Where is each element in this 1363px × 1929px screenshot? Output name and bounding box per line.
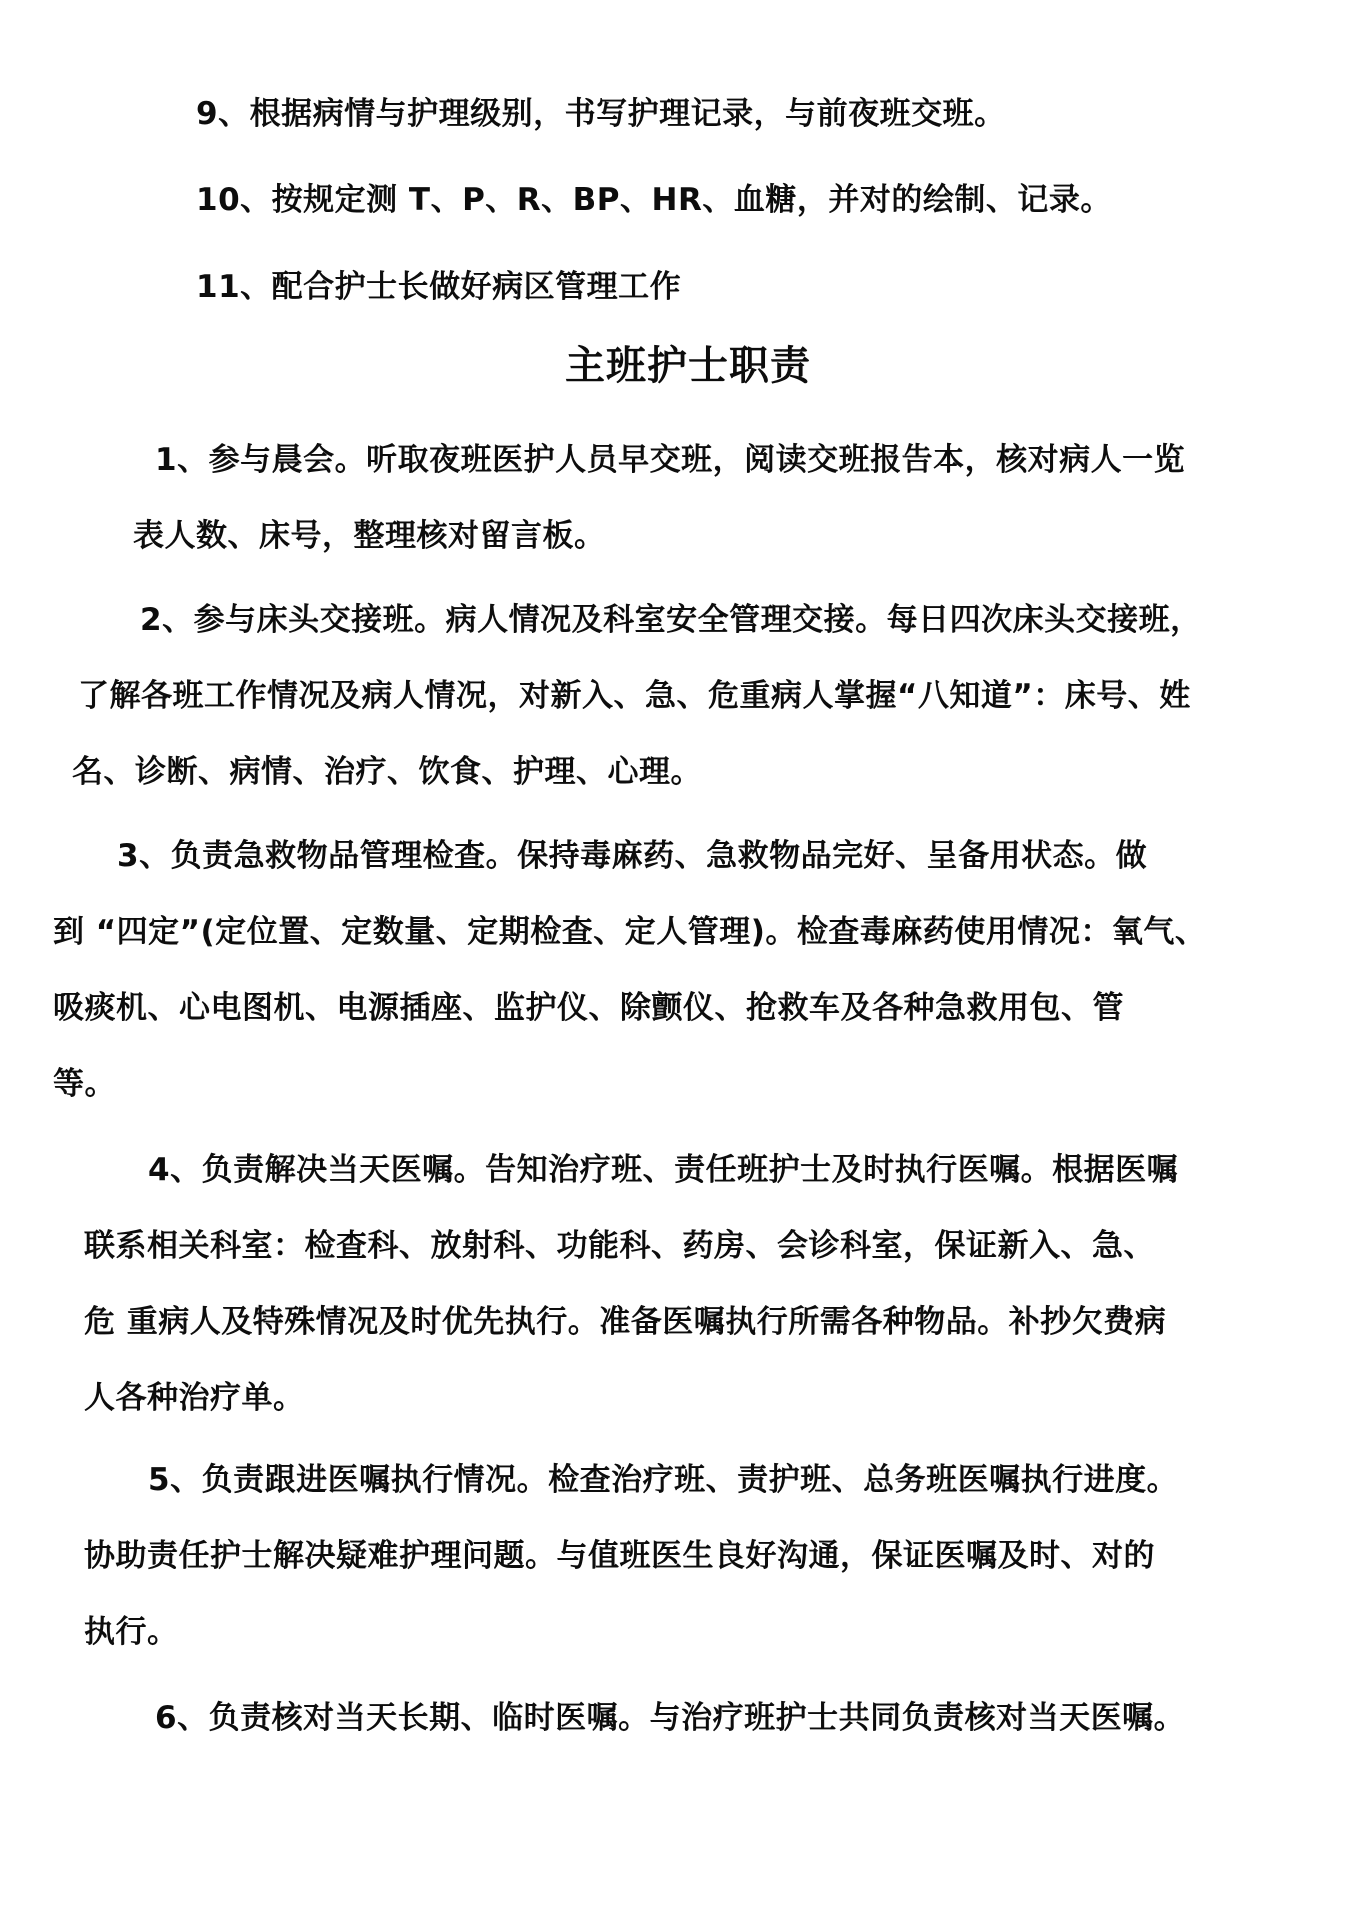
section-title: 主班护士职责 bbox=[565, 342, 811, 389]
item-3-line-2: 到 “四定”(定位置、定数量、定期检查、定人管理)。检查毒麻药使用情况：氧气、 bbox=[53, 914, 1207, 950]
item-1-line-2: 表人数、床号，整理核对留言板。 bbox=[133, 518, 606, 554]
item-2-line-3: 名、诊断、病情、治疗、饮食、护理、心理。 bbox=[72, 754, 702, 790]
item-6-line-1: 6、负责核对当天长期、临时医嘱。与治疗班护士共同负责核对当天医嘱。 bbox=[155, 1700, 1186, 1736]
item-3-line-4: 等。 bbox=[53, 1066, 116, 1102]
item-4-line-3: 危 重病人及特殊情况及时优先执行。准备医嘱执行所需各种物品。补抄欠费病 bbox=[84, 1304, 1167, 1340]
continued-item-10: 10、按规定测 T、P、R、BP、HR、血糖，并对的绘制、记录。 bbox=[196, 182, 1112, 218]
item-4-line-4: 人各种治疗单。 bbox=[84, 1380, 305, 1416]
item-4-line-1: 4、负责解决当天医嘱。告知治疗班、责任班护士及时执行医嘱。根据医嘱 bbox=[148, 1152, 1179, 1188]
item-1-line-1: 1、参与晨会。听取夜班医护人员早交班，阅读交班报告本，核对病人一览 bbox=[155, 442, 1186, 478]
continued-item-11: 11、配合护士长做好病区管理工作 bbox=[196, 269, 682, 305]
item-4-line-2: 联系相关科室：检查科、放射科、功能科、药房、会诊科室，保证新入、急、 bbox=[84, 1228, 1155, 1264]
item-3-line-3: 吸痰机、心电图机、电源插座、监护仪、除颤仪、抢救车及各种急救用包、管 bbox=[53, 990, 1124, 1026]
item-3-line-1: 3、负责急救物品管理检查。保持毒麻药、急救物品完好、呈备用状态。做 bbox=[117, 838, 1148, 874]
item-2-line-2: 了解各班工作情况及病人情况，对新入、急、危重病人掌握“八知道”：床号、姓 bbox=[78, 678, 1191, 714]
continued-item-9: 9、根据病情与护理级别，书写护理记录，与前夜班交班。 bbox=[196, 96, 1006, 132]
item-5-line-3: 执行。 bbox=[84, 1614, 179, 1650]
item-5-line-1: 5、负责跟进医嘱执行情况。检查治疗班、责护班、总务班医嘱执行进度。 bbox=[148, 1462, 1179, 1498]
item-5-line-2: 协助责任护士解决疑难护理问题。与值班医生良好沟通，保证医嘱及时、对的 bbox=[84, 1538, 1155, 1574]
item-2-line-1: 2、参与床头交接班。病人情况及科室安全管理交接。每日四次床头交接班， bbox=[140, 602, 1202, 638]
